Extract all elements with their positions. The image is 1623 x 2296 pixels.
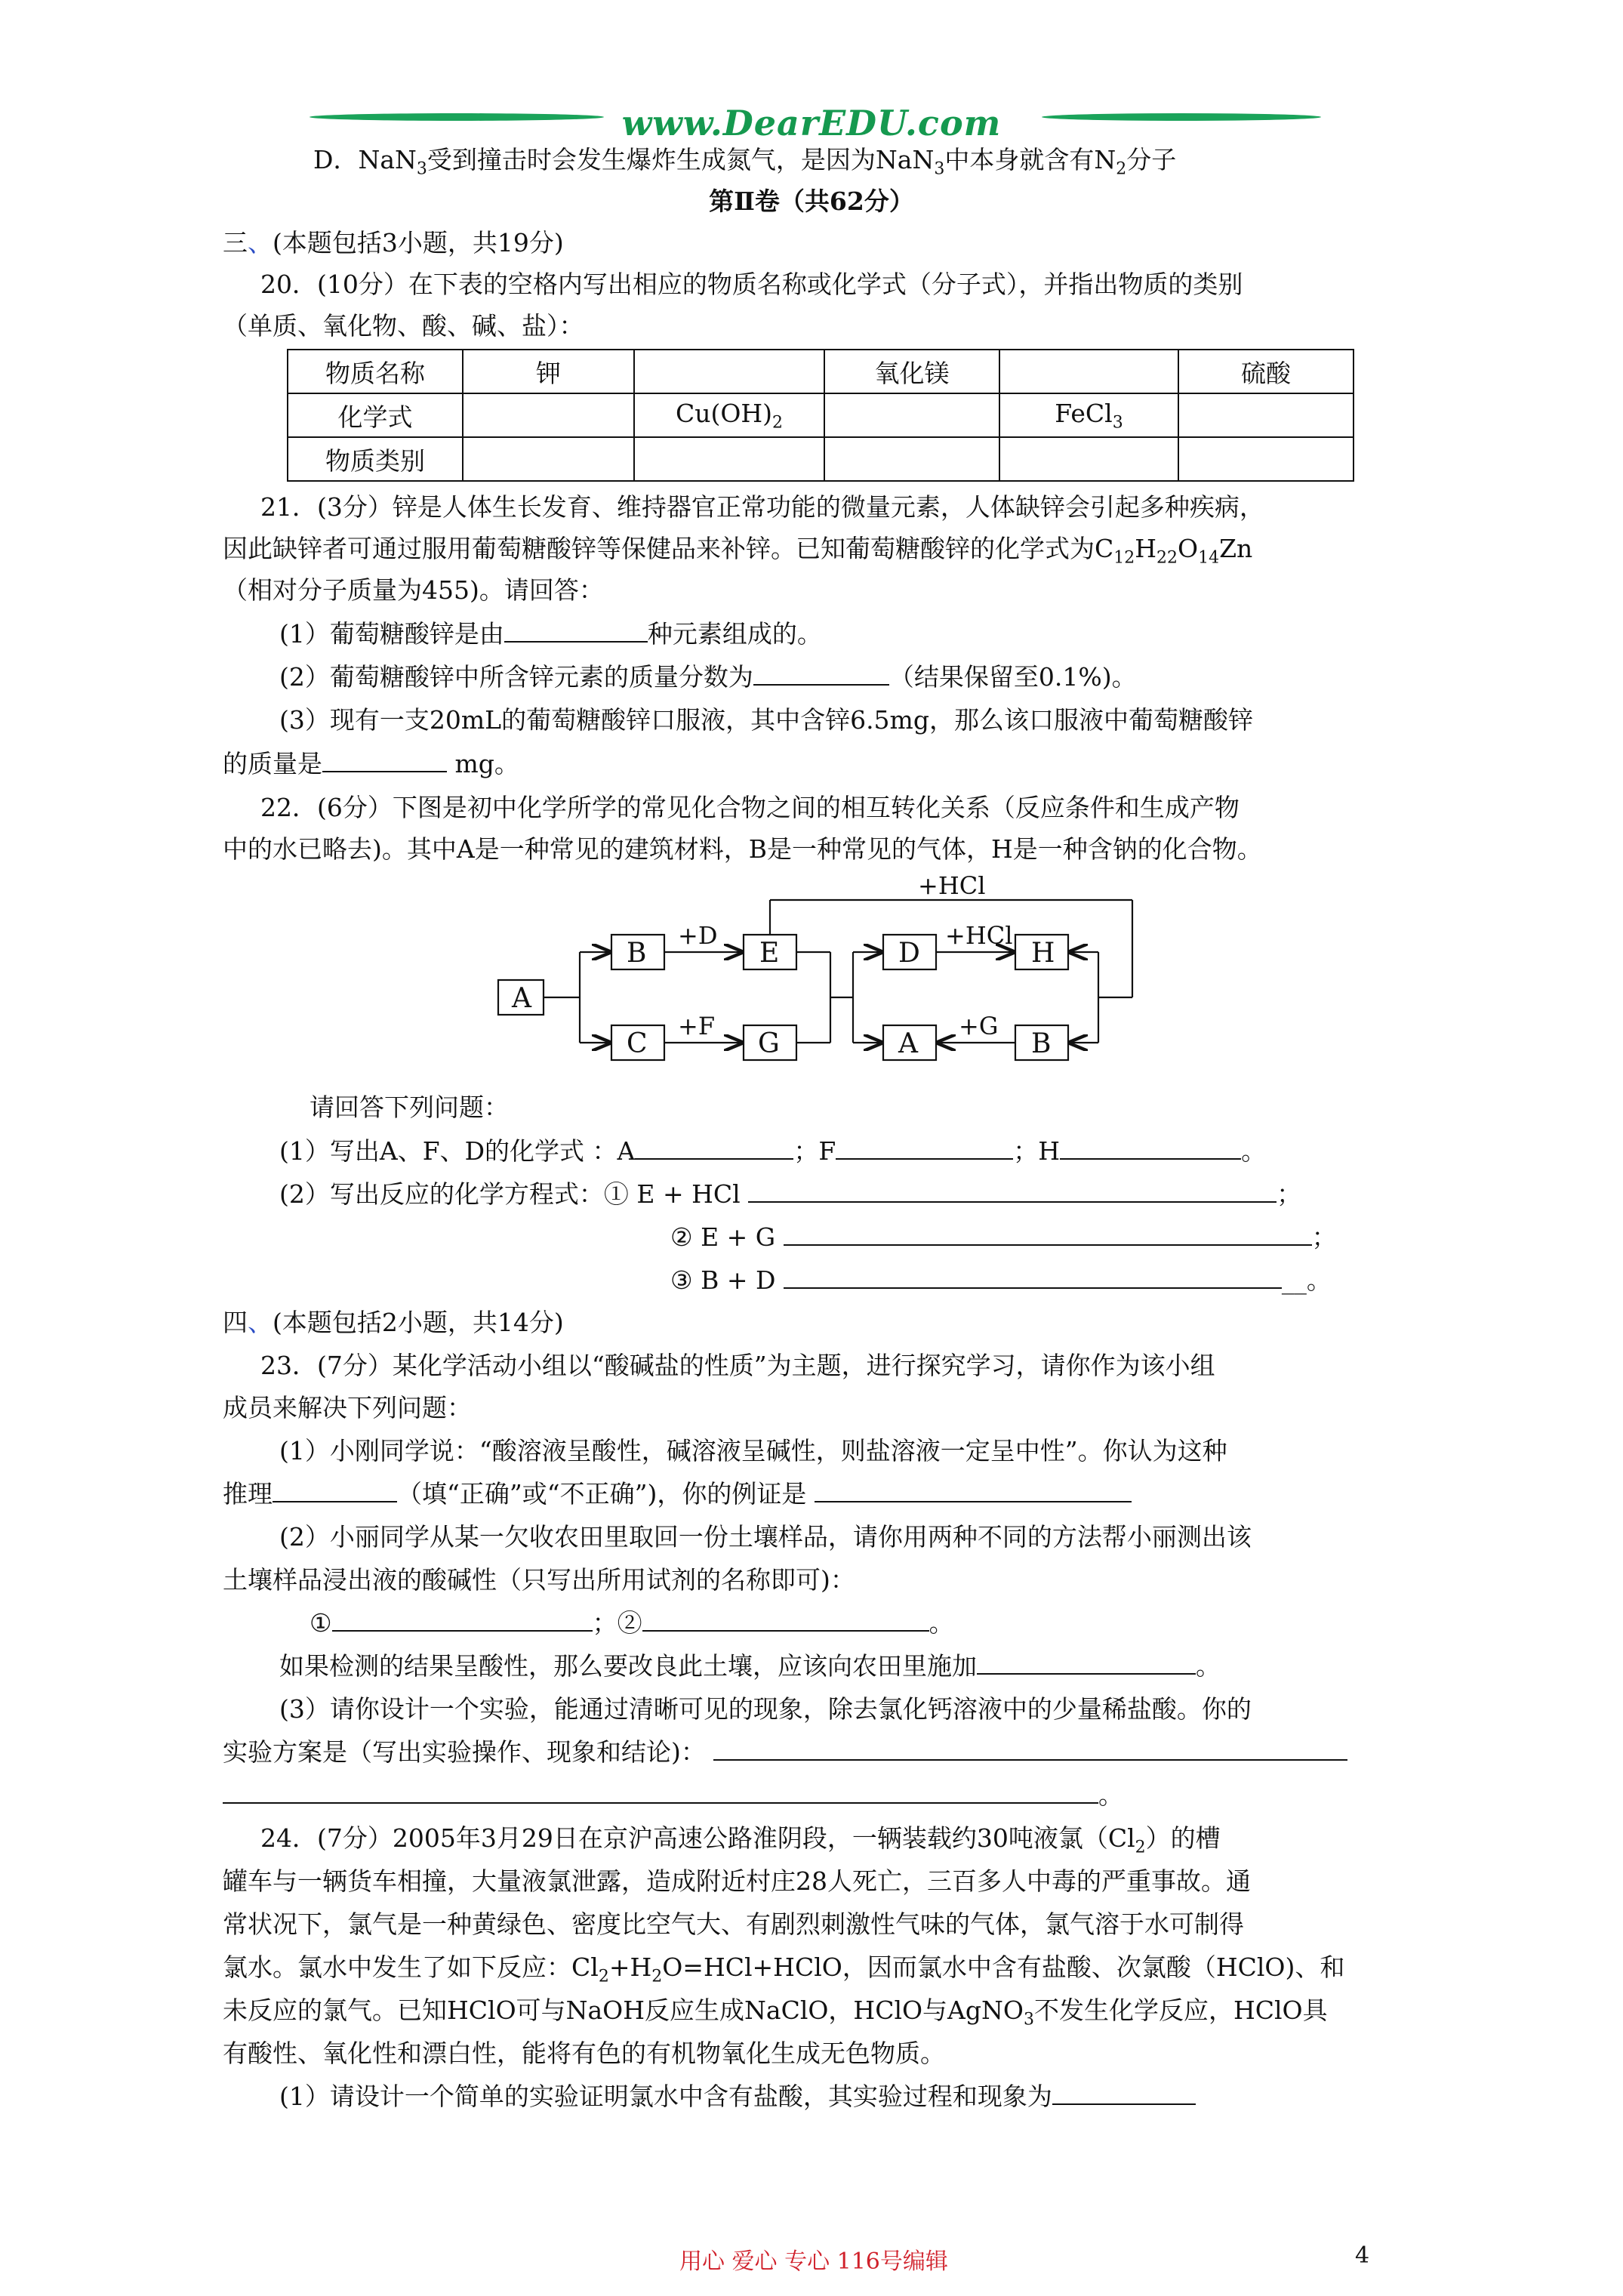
q24-line3: 常状况下，氯气是一种黄绿色、密度比空气大、有剧烈刺激性气味的气体，氯气溶于水可制得 — [223, 1909, 1244, 1939]
q21-part3: (3）现有一支20mL的葡萄糖酸锌口服液，其中含锌6.5mg，那么该口服液中葡萄糖酸锌 — [279, 705, 1253, 735]
node-a2: A — [898, 1028, 918, 1059]
table-cell: $Cu(OH)_2$ — [634, 393, 824, 437]
table-cell: 硫酸 — [1178, 350, 1354, 393]
q23-part3-c: 。 — [223, 1779, 1123, 1812]
q23-part2: (2）小丽同学从某一欠收农田里取回一份土壤样品，请你用两种不同的方法帮小丽测出该 — [279, 1522, 1252, 1552]
table-cell[interactable] — [999, 350, 1178, 393]
table-row — [288, 350, 1354, 393]
answer-blank[interactable] — [504, 618, 648, 643]
answer-blank[interactable] — [1060, 1136, 1241, 1160]
option-d-line: D．NaN$_3$受到撞击时会发生爆炸生成氮气，是因为NaN$_3$中本身就含有$N_2$分子 — [313, 145, 1177, 179]
header-logo: www.DearEDU.com — [621, 103, 1002, 143]
q21-line2: 因此缺锌者可通过服用葡萄糖酸锌等保健品来补锌。已知葡萄糖酸锌的化学式为$C_{12}H_{22}O_{14}Zn$ — [223, 534, 1253, 568]
table-cell[interactable] — [634, 437, 824, 481]
node-h: H — [1031, 938, 1055, 969]
q22-line1: 22．(6分）下图是初中化学所学的常见化合物之间的相互转化关系（反应条件和生成产物 — [260, 793, 1240, 822]
q20-line2: （单质、氧化物、酸、碱、盐）： — [223, 311, 584, 341]
q22-ask: 请回答下列问题： — [310, 1093, 509, 1122]
node-g: G — [758, 1028, 780, 1059]
table-cell: 物质类别 — [288, 437, 463, 481]
q24-line5: 未反应的氯气。已知HClO可与NaOH反应生成NaClO，HClO与AgNO$_3$不发生化学反应，HClO具 — [223, 1996, 1328, 2029]
answer-blank[interactable] — [223, 1780, 1098, 1804]
node-d: D — [898, 938, 920, 969]
table-cell: 钾 — [463, 350, 634, 393]
label-plus-g: +G — [959, 1012, 999, 1040]
q21-part3-end: 的质量是 mg。 — [223, 749, 519, 778]
answer-blank[interactable] — [273, 1478, 397, 1502]
q24-line4: 氯水。氯水中发生了如下反应：$Cl_2+H_2O=HCl+HClO$，因而氯水中含有盐酸、次氯酸（HClO)、和 — [223, 1952, 1345, 1986]
node-b: B — [627, 938, 647, 969]
page-footer: 用心 爱心 专心 116号编辑 — [679, 2248, 948, 2275]
q24-line2: 罐车与一辆货车相撞，大量液氯泄露，造成附近村庄28人死亡，三百多人中毒的严重事故。通 — [223, 1866, 1251, 1896]
answer-blank[interactable] — [642, 1607, 929, 1632]
q22-part2-a: (2）写出反应的化学方程式：① E + HCl ； — [279, 1179, 1302, 1209]
answer-blank[interactable] — [322, 748, 447, 772]
answer-blank[interactable] — [332, 1607, 593, 1632]
answer-blank[interactable] — [635, 1136, 793, 1160]
answer-blank[interactable] — [748, 1179, 1277, 1203]
q20-line1: 20．(10分）在下表的空格内写出相应的物质名称或化学式（分子式），并指出物质的类别 — [260, 270, 1243, 299]
node-e: E — [759, 938, 780, 969]
q21-line3: （相对分子质量为455)。请回答： — [223, 575, 604, 605]
q23-part2-b: 土壤样品浸出液的酸碱性（只写出所用试剂的名称即可)： — [223, 1565, 855, 1595]
substance-table — [287, 349, 1354, 482]
section-4-heading: 四、(本题包括2小题，共14分) — [223, 1308, 564, 1337]
q23-line1: 23．(7分）某化学活动小组以“酸碱盐的性质”为主题，进行探究学习，请你作为该小组 — [260, 1351, 1215, 1380]
q24-part1: (1）请设计一个简单的实验证明氯水中含有盐酸，其实验过程和现象为 — [279, 2080, 1196, 2113]
table-cell[interactable] — [463, 437, 634, 481]
table-cell[interactable] — [634, 350, 824, 393]
q23-part1-b: 推理 （填“正确”或“不正确”)，你的例证是 — [223, 1478, 1132, 1511]
q22-line2: 中的水已略去)。其中A是一种常见的建筑材料，B是一种常见的气体，H是一种含钠的化合物。 — [223, 834, 1262, 864]
q23-part3: (3）请你设计一个实验，能通过清晰可见的现象，除去氯化钙溶液中的少量稀盐酸。你的 — [279, 1694, 1252, 1724]
q23-part2-c: 如果检测的结果呈酸性，那么要改良此土壤，应该向农田里施加 。 — [279, 1651, 1221, 1681]
q22-part1: (1）写出A、F、D的化学式 ：A ；F ；H 。 — [279, 1136, 1267, 1166]
q23-part3-b: 实验方案是（写出实验操作、现象和结论)： — [223, 1736, 1347, 1769]
q22-part2-b: ② E + G ； — [670, 1222, 1337, 1252]
q21-part2: (2）葡萄糖酸锌中所含锌元素的质量分数为 （结果保留至0.1%)。 — [279, 662, 1137, 692]
table-row — [288, 393, 1354, 437]
q23-options: ① ；② 。 — [310, 1608, 954, 1638]
page-number: 4 — [1355, 2242, 1370, 2269]
q22-part2-c: ③ B + D __。 — [670, 1265, 1332, 1295]
table-cell[interactable] — [824, 393, 999, 437]
table-cell[interactable] — [1178, 393, 1354, 437]
table-cell: 氧化镁 — [824, 350, 999, 393]
q24-line1: 24．(7分）2005年3月29日在京沪高速公路淮阴段，一辆装载约30吨液氯$(Cl_2)$的槽 — [260, 1823, 1221, 1857]
answer-blank[interactable] — [836, 1136, 1013, 1160]
answer-blank[interactable] — [784, 1265, 1282, 1289]
q24-line6: 有酸性、氧化性和漂白性，能将有色的有机物氧化生成无色物质。 — [223, 2039, 945, 2068]
part-title: 第Ⅱ卷（共62分） — [709, 186, 914, 216]
label-plus-hcl: +HCl — [945, 921, 1013, 950]
q21-line1: 21．(3分）锌是人体生长发育、维持器官正常功能的微量元素，人体缺锌会引起多种疾病， — [260, 492, 1264, 522]
table-cell[interactable] — [824, 437, 999, 481]
answer-blank[interactable] — [977, 1650, 1196, 1675]
reaction-diagram — [483, 876, 1163, 1080]
label-plus-hcl-top: +HCl — [918, 876, 986, 900]
node-b2: B — [1031, 1028, 1052, 1059]
answer-blank[interactable] — [815, 1478, 1132, 1502]
answer-blank[interactable] — [713, 1737, 1347, 1761]
q23-part1: (1）小刚同学说：“酸溶液呈酸性，碱溶液呈碱性，则盐溶液一定呈中性”。你认为这种 — [279, 1436, 1227, 1465]
label-plus-f: +F — [678, 1012, 716, 1040]
table-cell: 化学式 — [288, 393, 463, 437]
q23-line2: 成员来解决下列问题： — [223, 1393, 472, 1422]
answer-blank[interactable] — [1052, 2081, 1196, 2105]
table-cell[interactable] — [999, 437, 1178, 481]
node-c: C — [627, 1028, 648, 1059]
label-plus-d: +D — [678, 921, 718, 950]
table-cell[interactable] — [1178, 437, 1354, 481]
q21-part1: (1）葡萄糖酸锌是由 种元素组成的。 — [279, 619, 822, 649]
table-cell: FeCl$_3$ — [999, 393, 1178, 437]
section-3-heading: 三、(本题包括3小题，共19分) — [223, 228, 564, 257]
table-cell: 物质名称 — [288, 350, 463, 393]
answer-blank[interactable] — [753, 661, 889, 686]
table-cell[interactable] — [463, 393, 634, 437]
answer-blank[interactable] — [784, 1222, 1312, 1246]
table-row — [288, 437, 1354, 481]
node-a: A — [512, 983, 531, 1014]
